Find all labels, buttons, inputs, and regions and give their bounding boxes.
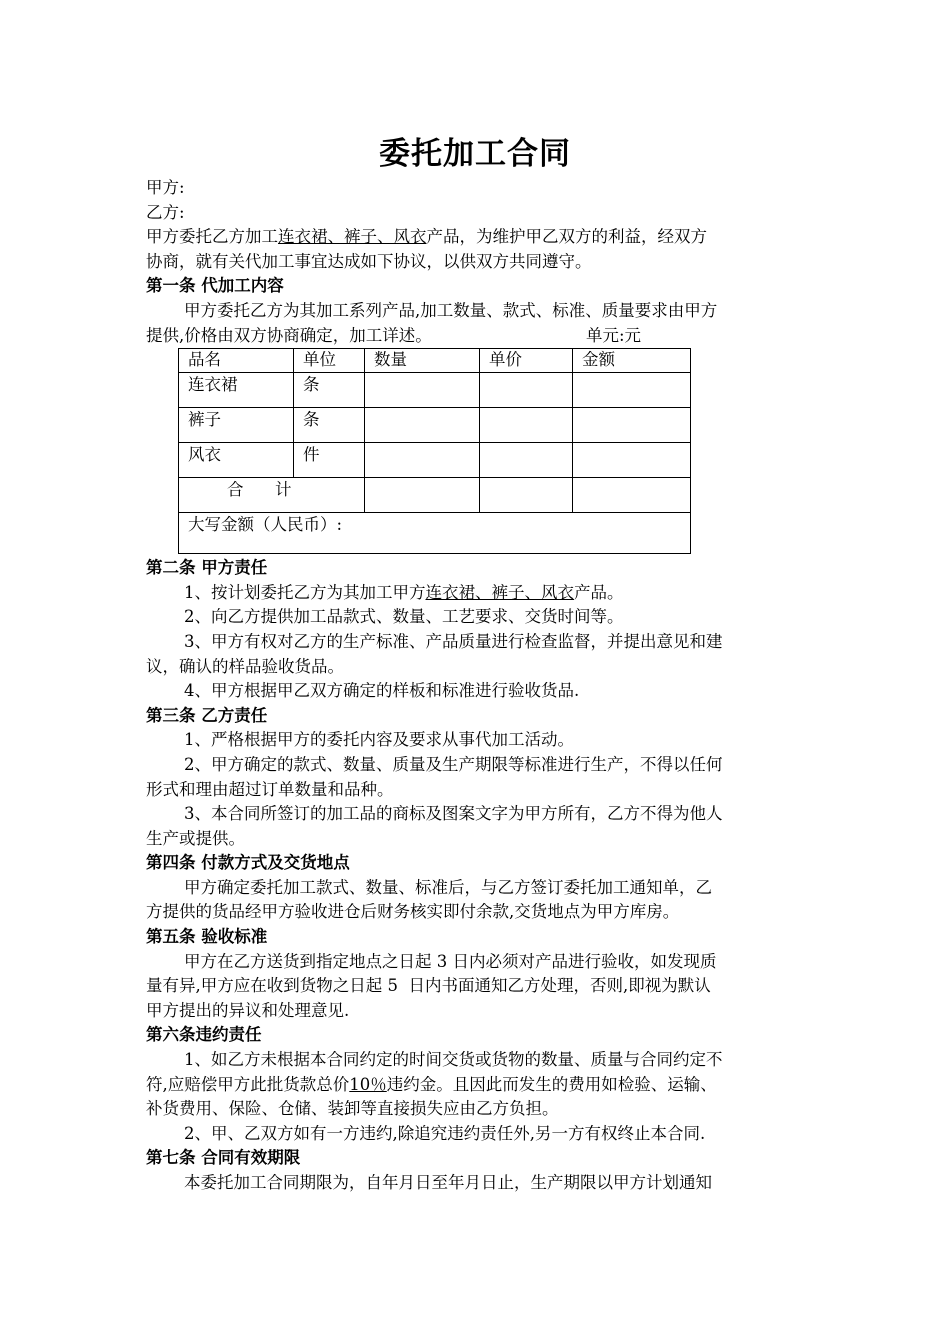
article-6-line-1: 1、如乙方未根据本合同约定的时间交货或货物的数量、质量与合同约定不	[184, 1050, 723, 1070]
article-2-products: 连衣裙、裤子、风衣	[425, 582, 574, 602]
table-cell: 风衣	[179, 443, 294, 478]
article-5-heading: 第五条 验收标准	[146, 927, 268, 947]
article-2-line-3: 3、甲方有权对乙方的生产标准、产品质量进行检查监督，并提出意见和建	[184, 631, 723, 651]
intro-line-2: 协商，就有关代加工事宜达成如下协议，以供双方共同遵守。	[146, 251, 592, 271]
article-2-line-2: 2、向乙方提供加工品款式、数量、工艺要求、交货时间等。	[184, 607, 624, 627]
intro-line-1	[146, 225, 808, 250]
table-row	[179, 408, 691, 443]
article-6-line-2-post: 违约金。且因此而发生的费用如检验、运输、	[386, 1074, 717, 1094]
table-cell	[365, 373, 480, 408]
total-label: 合 计	[179, 478, 365, 513]
article-6-heading: 第六条违约责任	[146, 1025, 262, 1045]
header-amount: 金额	[573, 349, 691, 373]
article-4-line-1: 甲方确定委托加工款式、数量、标准后，与乙方签订委托加工通知单，乙	[184, 877, 712, 897]
article-7-line-1: 本委托加工合同期限为，自年月日至年月日止，生产期限以甲方计划通知	[184, 1173, 712, 1192]
article-2-line-1-post: 产品。	[574, 582, 624, 602]
article-6-line-3: 补货费用、保险、仓储、装卸等直接损失应由乙方负担。	[146, 1099, 559, 1119]
article-3-line-1: 1、严格根据甲方的委托内容及要求从事代加工活动。	[184, 730, 574, 750]
header-quantity: 数量	[365, 349, 480, 373]
article-3-line-5: 生产或提供。	[146, 828, 245, 848]
table-cell	[365, 478, 480, 513]
article-2-heading: 第二条 甲方责任	[146, 558, 268, 578]
article-1-line-2-text: 提供,价格由双方协商确定，加工详述。	[146, 325, 432, 345]
article-3-heading: 第三条 乙方责任	[146, 705, 268, 725]
table-row	[179, 373, 691, 408]
table-amount-row	[179, 513, 691, 554]
article-6-line-2-pre: 符,应赔偿甲方此批货款总价	[146, 1074, 350, 1094]
article-2-line-5: 4、甲方根据甲乙双方确定的样板和标准进行验收货品.	[184, 681, 580, 701]
header-name: 品名	[179, 349, 294, 373]
penalty-percentage: 10％	[349, 1074, 387, 1094]
table-cell: 件	[294, 443, 365, 478]
table-cell	[573, 408, 691, 443]
table-cell	[573, 443, 691, 478]
table-cell	[480, 478, 573, 513]
table-header-row	[179, 349, 691, 373]
article-5-line-2: 量有异,甲方应在收到货物之日起 5 日内书面通知乙方处理，否则,即视为默认	[146, 976, 711, 996]
table-cell: 连衣裙	[179, 373, 294, 408]
article-3-line-3: 形式和理由超过订单数量和品种。	[146, 779, 394, 799]
article-1-heading: 第一条 代加工内容	[146, 276, 284, 296]
header-unit: 单位	[294, 349, 365, 373]
table-total-row	[179, 478, 691, 513]
table-cell: 条	[294, 408, 365, 443]
processing-table	[178, 348, 691, 554]
article-2-line-4: 议，确认的样品验收货品。	[146, 656, 344, 676]
article-1-line-1: 甲方委托乙方为其加工系列产品,加工数量、款式、标准、质量要求由甲方	[184, 300, 718, 320]
header-price: 单价	[480, 349, 573, 373]
table-cell	[480, 408, 573, 443]
article-6-line-4: 2、甲、乙双方如有一方违约,除追究违约责任外,另一方有权终止本合同.	[184, 1123, 706, 1143]
article-6-line-2	[146, 1073, 808, 1098]
table-cell: 条	[294, 373, 365, 408]
table-cell	[365, 443, 480, 478]
contract-body	[146, 176, 808, 1196]
page-title: 委托加工合同	[379, 136, 571, 172]
table-cell: 裤子	[179, 408, 294, 443]
table-cell	[365, 408, 480, 443]
intro-post: 产品，为维护甲乙双方的利益，经双方	[426, 227, 707, 247]
article-4-line-2: 方提供的货品经甲方验收进仓后财务核实即付余款,交货地点为甲方库房。	[146, 902, 680, 922]
article-2-line-1	[146, 581, 808, 606]
table-cell	[573, 478, 691, 513]
unit-label: 单元:元	[586, 325, 642, 345]
intro-pre: 甲方委托乙方加工	[146, 227, 278, 247]
table-cell	[480, 443, 573, 478]
table-cell	[573, 373, 691, 408]
article-5-line-1: 甲方在乙方送货到指定地点之日起 3 日内必须对产品进行验收，如发现质	[184, 951, 717, 971]
amount-in-words-label: 大写金额（人民币）:	[179, 513, 691, 554]
party-a-label: 甲方:	[146, 178, 185, 197]
party-b-label: 乙方:	[146, 202, 185, 222]
article-7-heading: 第七条 合同有效期限	[146, 1148, 301, 1168]
article-3-line-4: 3、本合同所签订的加工品的商标及图案文字为甲方所有，乙方不得为他人	[184, 804, 723, 824]
table-cell	[480, 373, 573, 408]
article-3-line-2: 2、甲方确定的款式、数量、质量及生产期限等标准进行生产，不得以任何	[184, 754, 723, 774]
article-4-heading: 第四条 付款方式及交货地点	[146, 853, 350, 873]
article-1-line-2	[146, 324, 808, 349]
article-2-line-1-pre: 1、按计划委托乙方为其加工甲方	[184, 582, 426, 602]
article-5-line-3: 甲方提出的异议和处理意见.	[146, 1000, 350, 1020]
table-row	[179, 443, 691, 478]
intro-products: 连衣裙、裤子、风衣	[278, 227, 427, 247]
